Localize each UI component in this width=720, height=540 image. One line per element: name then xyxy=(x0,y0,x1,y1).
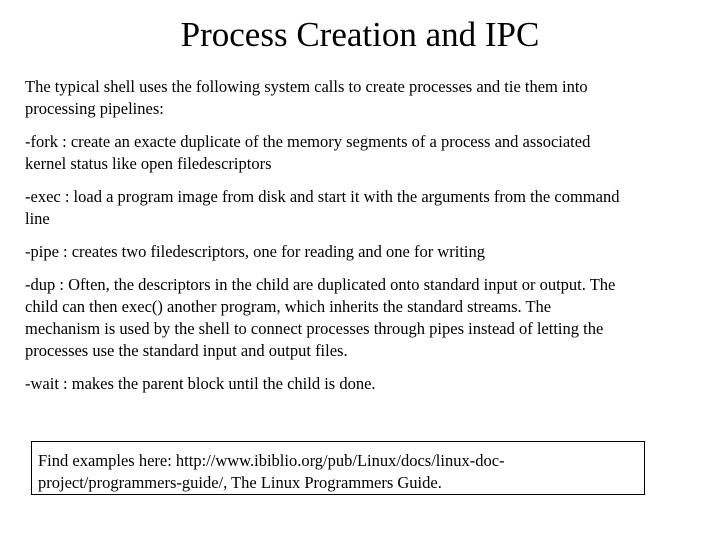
slide-body xyxy=(25,76,705,406)
fork-paragraph: -fork : create an exacte duplicate of the memory segments of a process and associated kernel status like open filedescriptors xyxy=(25,132,591,173)
dup-paragraph: -dup : Often, the descriptors in the child are duplicated onto standard input or output. The child can then exec() another program, which inherits the standard streams. The mechanism is used by the shell to connect processes through pipes instead of letting the processes use the standard input and output files. xyxy=(25,275,616,360)
slide-title: Process Creation and IPC xyxy=(180,15,540,54)
pipe-paragraph: -pipe : creates two filedescriptors, one for reading and one for writing xyxy=(25,242,486,261)
examples-note-text: Find examples here: http://www.ibiblio.org/pub/Linux/docs/linux-doc- project/programmers-guide/, The Linux Programmers Guide. xyxy=(38,451,505,492)
examples-note-box xyxy=(31,441,645,495)
wait-paragraph: -wait : makes the parent block until the child is done. xyxy=(25,374,376,393)
intro-paragraph: The typical shell uses the following system calls to create processes and tie them into processing pipelines: xyxy=(25,77,588,118)
exec-paragraph: -exec : load a program image from disk and start it with the arguments from the command line xyxy=(25,187,620,228)
